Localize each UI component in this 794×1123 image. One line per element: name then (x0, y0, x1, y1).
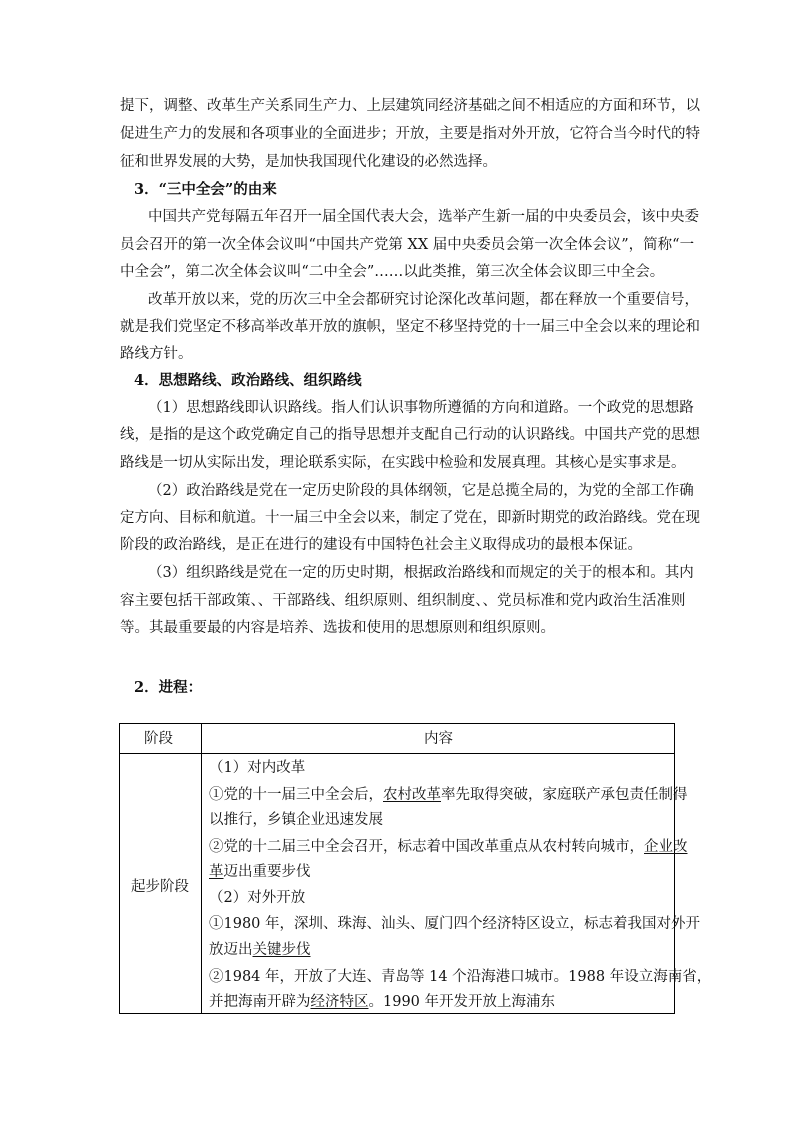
paragraph-line: （2）政治路线是党在一定历史阶段的具体纲领，它是总揽全局的，为党的全部工作确 (148, 483, 694, 499)
progress-table (119, 723, 712, 1014)
content-text: 放迈出 (209, 942, 253, 958)
paragraph-line: 提下，调整、改革生产关系同生产力、上层建筑同经济基础之间不相适应的方面和环节，以 (120, 98, 700, 114)
content-text: ②党的十二届三中全会召开，标志着中国改革重点从农村转向城市， (209, 839, 644, 855)
section-heading-4: 4．思想路线、政治路线、组织路线 (134, 372, 362, 389)
paragraph-line: 征和世界发展的大势，是加快我国现代化建设的必然选择。 (120, 154, 497, 170)
paragraph-line: 员会召开的第一次全体会议叫“中国共产党第 XX 届中央委员会第一次全体会议”，简称“一 (120, 237, 695, 253)
paragraph-line: 中国共产党每隔五年召开一届全国代表大会，选举产生新一届的中央委员会，该中央委 (148, 209, 699, 225)
paragraph-line: 阶段的政治路线，是正在进行的建设有中国特色社会主义取得成功的最根本保证。 (120, 537, 642, 553)
content-text: 迈出重要步伐 (223, 864, 311, 880)
table-header-stage: 阶段 (144, 731, 173, 747)
content-line (209, 785, 688, 805)
paragraph-line: 促进生产力的发展和各项事业的全面进步；开放，主要是指对外开放，它符合当今时代的特 (120, 126, 700, 142)
underlined-term: 经济特区 (310, 994, 369, 1010)
section-heading-3: 3．“三中全会”的由来 (134, 181, 277, 198)
underlined-term: 关键步伐 (252, 942, 311, 958)
underlined-term: 革 (209, 864, 224, 880)
paragraph-line: 中全会”，第二次全体会议叫“二中全会”……以此类推，第三次全体会议即三中全会。 (120, 264, 665, 280)
underlined-term: 企业改 (644, 839, 688, 855)
content-text: 。1990 年开发开放上海浦东 (368, 994, 556, 1010)
paragraph-line: 线，是指的是这个政党确定自己的指导思想并支配自己行动的认识路线。中国共产党的思想 (120, 427, 700, 443)
paragraph-line: 就是我们党坚定不移高举改革开放的旗帜，坚定不移坚持党的十一届三中全会以来的理论和 (120, 319, 700, 335)
content-line: 以推行，乡镇企业迅速发展 (209, 812, 383, 828)
content-line (209, 862, 311, 882)
content-text: ①党的十一届三中全会后， (209, 787, 383, 803)
content-line: ②1984 年，开放了大连、青岛等 14 个沿海港口城市。1988 年设立海南省， (209, 969, 712, 985)
content-line: （1）对内改革 (209, 760, 306, 776)
paragraph-line: 路线是一切从实际出发，理论联系实际，在实践中检验和发展真理。其核心是实事求是。 (120, 455, 686, 471)
underlined-term: 农村改革 (383, 787, 441, 803)
paragraph-line: 定方向、目标和航道。十一届三中全会以来，制定了党在，即新时期党的政治路线。党在现 (120, 510, 700, 526)
paragraph-line: （1）思想路线即认识路线。指人们认识事物所遵循的方向和道路。一个政党的思想路 (148, 400, 694, 416)
content-text: 并把海南开辟为 (209, 994, 311, 1010)
content-text: 率先取得突破，家庭联产承包责任制得 (441, 787, 688, 803)
section-heading-progress: 2．进程： (134, 679, 203, 696)
table-cell-stage: 起步阶段 (131, 879, 189, 895)
table-column-divider (201, 724, 202, 1013)
paragraph-line: 等。其最重要最的内容是培养、选拔和使用的思想原则和组织原则。 (120, 620, 555, 636)
paragraph-line: 路线方针。 (120, 346, 193, 362)
content-line (209, 837, 688, 857)
paragraph-line: 容主要包括干部政策、、干部路线、组织原则、组织制度、、党员标准和党内政治生活准则 (120, 593, 686, 609)
content-line (209, 992, 555, 1012)
paragraph-line: （3）组织路线是党在一定的历史时期，根据政治路线和而规定的关于的根本和。其内 (148, 565, 694, 581)
content-line: （2）对外开放 (209, 890, 306, 906)
paragraph-line: 改革开放以来，党的历次三中全会都研究讨论深化改革问题，都在释放一个重要信号， (148, 292, 699, 308)
content-line: ①1980 年，深圳、珠海、汕头、厦门四个经济特区设立，标志着我国对外开 (209, 916, 701, 932)
table-header-content: 内容 (424, 731, 453, 747)
content-line (209, 940, 311, 960)
table-header-divider (120, 753, 674, 754)
